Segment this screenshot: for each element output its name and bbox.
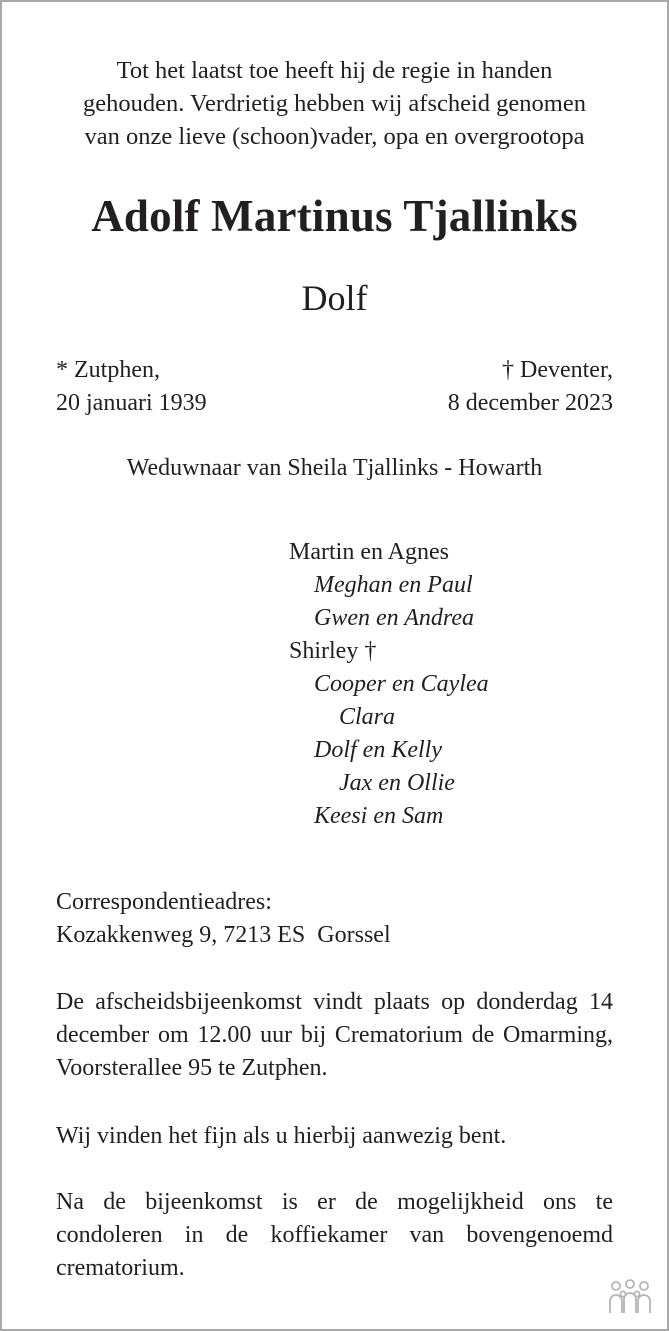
family-member: Cooper en Caylea [314,671,489,697]
people-group-icon [607,1279,653,1315]
deceased-name: Adolf Martinus Tjallinks [91,191,578,241]
correspondence-address: Kozakkenweg 9, 7213 ES Gorssel [56,922,391,948]
family-member: Dolf en Kelly [314,737,442,763]
family-member: Clara [339,704,396,730]
birth-place: * Zutphen, [56,357,160,383]
death-date: 8 december 2023 [447,390,613,416]
correspondence-block [56,886,613,952]
intro-line: gehouden. Verdrietig hebben wij afscheid genomen [82,90,586,117]
family-member: Jax en Ollie [339,770,455,796]
birth-info [56,354,207,420]
family-member: Gwen en Andrea [314,605,474,631]
correspondence-label: Correspondentieadres: [56,889,272,915]
family-member: Keesi en Sam [314,803,444,829]
intro-line: Tot het laatst toe heeft hij de regie in handen [116,57,553,84]
family-list [289,536,489,833]
welcome-text: Wij vinden het fijn als u hierbij aanwezig bent. [56,1123,507,1149]
deceased-nickname: Dolf [301,278,368,318]
widower-line: Weduwnaar van Sheila Tjallinks - Howarth [126,455,543,481]
birth-date: 20 januari 1939 [56,390,207,416]
family-member: Meghan en Paul [314,572,473,598]
family-member: Shirley † [289,638,377,664]
condolence-text: Na de bijeenkomst is er de mogelijkheid ons te condoleren in de koffiekamer van bovengenoemd crematorium. [56,1189,613,1281]
intro-text [42,54,627,153]
family-member: Martin en Agnes [289,539,449,565]
death-place: † Deventer, [502,357,613,383]
ceremony-text: De afscheidsbijeenkomst vindt plaats op donderdag 14 december om 12.00 uur bij Crematorium de Omarming, Voorsterallee 95 te Zutphen. [56,989,613,1081]
intro-line: van onze lieve (schoon)vader, opa en overgrootopa [84,123,585,150]
death-info [448,354,613,420]
